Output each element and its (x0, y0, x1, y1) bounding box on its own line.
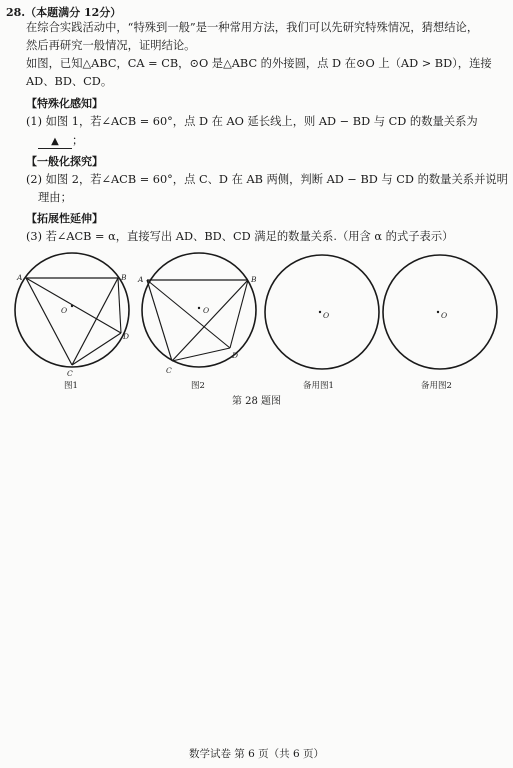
spare2-center-dot (437, 311, 439, 313)
fig2-label-d: D (232, 351, 239, 360)
spare1-caption: 备用图1 (303, 381, 334, 391)
page-footer: 数学试卷 第 6 页（共 6 页） (188, 748, 325, 760)
fig2-caption: 图2 (191, 381, 205, 391)
fig2-circle (142, 253, 256, 367)
fig2-side-bc (172, 280, 248, 361)
fig1-line-bd (118, 278, 121, 333)
fig2-label-c: C (166, 366, 172, 375)
fig1-center-dot (71, 305, 73, 307)
special-section-title: 【特殊化感知】 (26, 97, 103, 110)
part2-line-2: 理由； (38, 191, 72, 204)
fig2-line-cd (172, 348, 230, 361)
spare2-label-o: O (441, 311, 448, 320)
fig2-line-ad (147, 280, 230, 348)
part3-text: (3) 若∠ACB = α，直接写出 AD、BD、CD 满足的数量关系.（用含 α 的式子表示） (26, 230, 454, 243)
figure-1 (15, 253, 129, 378)
spare1-circle (265, 255, 379, 369)
fig2-label-a: A (138, 275, 144, 284)
fig1-label-a: A (17, 273, 23, 282)
intro-text-line-2: 然后再研究一般情况，证明结论。 (26, 39, 196, 52)
geometry-figures (0, 246, 513, 386)
fig1-caption: 图1 (64, 381, 78, 391)
spare2-circle (383, 255, 497, 369)
spare-figure-2 (383, 255, 497, 369)
spare2-caption: 备用图2 (421, 381, 452, 391)
part1-text (26, 114, 478, 130)
given-text-line-2: AD、BD、CD。 (26, 75, 113, 88)
fig2-side-ac (147, 280, 172, 361)
spare1-center-dot (319, 311, 321, 313)
part1-end-punct: ； (72, 134, 84, 147)
general-section-title: 【一般化探究】 (26, 155, 103, 168)
fig2-label-o: O (203, 306, 210, 315)
figure-group-caption: 第 28 题图 (231, 396, 282, 407)
fig1-label-c: C (67, 369, 73, 378)
spare1-label-o: O (323, 311, 330, 320)
part1-answer-line (38, 133, 83, 149)
intro-text-line-1: 在综合实践活动中，“特殊到一般”是一种常用方法，我们可以先研究特殊情况，猜想结论， (26, 21, 479, 34)
part1-question: (1) 如图 1，若∠ACB = 60°，点 D 在 AO 延长线上，则 AD − BD 与 CD 的数量关系为 (26, 115, 478, 128)
given-text-line-1: 如图，已知△ABC，CA = CB，⊙O 是△ABC 的外接圆，点 D 在⊙O 上（AD > BD），连接 (26, 57, 492, 70)
answer-blank[interactable]: ▲ (38, 136, 72, 149)
fig1-circle (15, 253, 129, 367)
figures-row (0, 246, 513, 391)
question-number-header: 28.（本题满分 12分） (6, 6, 122, 19)
fig2-center-dot (198, 307, 200, 309)
spare-figure-1 (265, 255, 379, 369)
fig1-label-b: B (121, 273, 127, 282)
part2-line-1: (2) 如图 2，若∠ACB = 60°，点 C、D 在 AB 两侧，判断 AD − BD 与 CD 的数量关系并说明 (26, 173, 508, 186)
fig2-label-b: B (251, 275, 257, 284)
fig1-label-d: D (123, 332, 130, 341)
figure-2 (137, 253, 257, 375)
fig1-label-o: O (61, 306, 68, 315)
extension-section-title: 【拓展性延伸】 (26, 212, 103, 225)
